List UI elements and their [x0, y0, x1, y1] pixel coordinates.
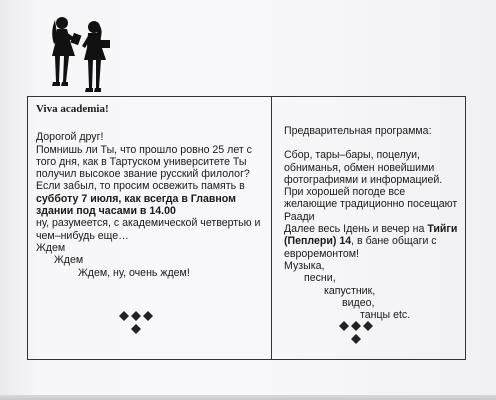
wait-line-2: Ждем: [54, 254, 84, 267]
wait-line-1: Ждем: [36, 241, 66, 254]
program-list-item: видео,: [342, 296, 375, 309]
evening-sauna-text: , в бане общаги с евроремонтом!: [284, 235, 437, 260]
diamond-ornament-icon: [117, 309, 155, 337]
date-paragraph: [36, 180, 264, 217]
two-students-silhouette-icon: [40, 14, 118, 102]
invitation-heading: Viva academia!: [36, 103, 109, 115]
weather-text: При хорошей погоде все желающие традиционно посещают Раади: [284, 186, 458, 223]
evening-address: Тийги (Пеплери) 14: [284, 223, 458, 248]
column-divider: [271, 97, 272, 359]
meeting-date-place: субботу 7 июля, как всегда в Главном здании под часами в 14.00: [36, 192, 236, 218]
diamond-ornament-icon: [337, 319, 375, 347]
program-description: Сбор, тары–бары, поцелуи, обниманья, обмен новейшими фотографиями и информацией.: [284, 149, 443, 186]
program-list-item: капустник,: [324, 284, 376, 297]
program-list-item: Музыка,: [284, 259, 325, 272]
date-intro-text: Если забыл, то просим освежить память в: [36, 180, 245, 193]
program-text-column: [284, 125, 460, 321]
invitation-frame: [27, 96, 466, 360]
reminder-paragraph: Помнишь ли Ты, что прошло ровно 25 лет с того дня, как в Тартуском университете Ты получил высокое звание русский филолог?: [36, 143, 252, 181]
evening-paragraph: [284, 223, 460, 260]
program-list-item: песни,: [304, 272, 336, 285]
evening-intro-text: Далее весь Iдень и вечер на: [284, 223, 425, 236]
wait-line-3: Ждем, ну, очень ждем!: [78, 266, 190, 279]
academic-quarter-text: ну, разумеется, с академической четвертью и чем–нибудь еще…: [36, 217, 261, 242]
greeting-text: Дорогой друг!: [36, 131, 104, 144]
program-title: Предварительная программа:: [284, 125, 432, 137]
page-edge-shadow: [0, 395, 496, 400]
invitation-text-column: [36, 103, 264, 279]
program-list-item: танцы etc.: [360, 309, 411, 322]
